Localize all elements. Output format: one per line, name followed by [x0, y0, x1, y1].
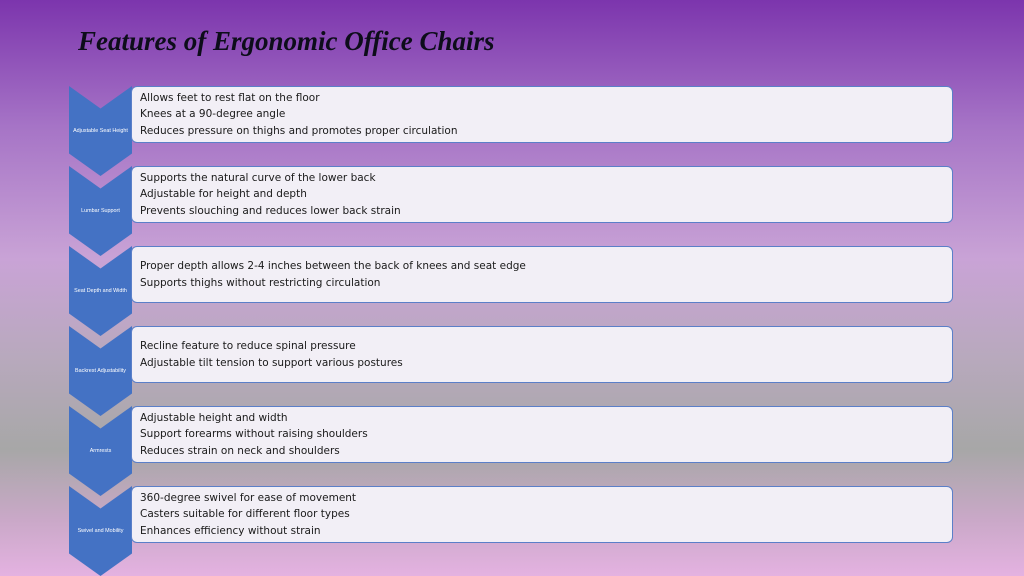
feature-detail-line: Knees at a 90-degree angle: [140, 108, 286, 121]
feature-label: Swivel and Mobility: [77, 527, 124, 534]
feature-item-seat-depth: [0, 246, 1024, 336]
feature-details: [131, 406, 953, 463]
feature-detail-line: Adjustable height and width: [140, 411, 288, 424]
feature-detail-line: Proper depth allows 2-4 inches between the back of knees and seat edge: [140, 260, 526, 272]
feature-detail-line: Prevents slouching and reduces lower back strain: [140, 204, 401, 217]
feature-details: [131, 166, 953, 223]
feature-detail-line: Support forearms without raising shoulders: [140, 428, 368, 441]
feature-detail-line: Enhances efficiency without strain: [140, 524, 321, 537]
feature-item-armrests: [0, 406, 1024, 496]
feature-label: Lumbar Support: [81, 207, 120, 214]
feature-details: [131, 486, 953, 543]
feature-label: Armrests: [89, 447, 112, 454]
feature-details: [131, 326, 953, 383]
feature-item-seat-height: [0, 86, 1024, 176]
feature-detail-line: Allows feet to rest flat on the floor: [140, 91, 320, 104]
feature-details: [131, 86, 953, 143]
feature-item-swivel: [0, 486, 1024, 576]
feature-detail-line: Reduces strain on neck and shoulders: [140, 444, 340, 457]
feature-label: Backrest Adjustability: [75, 367, 126, 374]
feature-detail-line: Adjustable tilt tension to support various postures: [140, 356, 403, 369]
feature-details: [131, 246, 953, 303]
feature-detail-line: Adjustable for height and depth: [140, 188, 307, 201]
feature-detail-line: Casters suitable for different floor types: [140, 508, 350, 521]
feature-item-lumbar-support: [0, 166, 1024, 256]
feature-detail-line: Supports the natural curve of the lower back: [140, 171, 376, 184]
feature-detail-line: Reduces pressure on thighs and promotes proper circulation: [140, 124, 458, 137]
feature-detail-line: 360-degree swivel for ease of movement: [140, 491, 357, 504]
slide-title: Features of Ergonomic Office Chairs: [78, 26, 495, 56]
feature-label: Seat Depth and Width: [74, 287, 127, 294]
feature-detail-line: Recline feature to reduce spinal pressure: [140, 340, 356, 352]
feature-item-backrest: [0, 326, 1024, 416]
feature-detail-line: Supports thighs without restricting circulation: [140, 276, 381, 289]
feature-label: Adjustable Seat Height: [73, 127, 128, 134]
